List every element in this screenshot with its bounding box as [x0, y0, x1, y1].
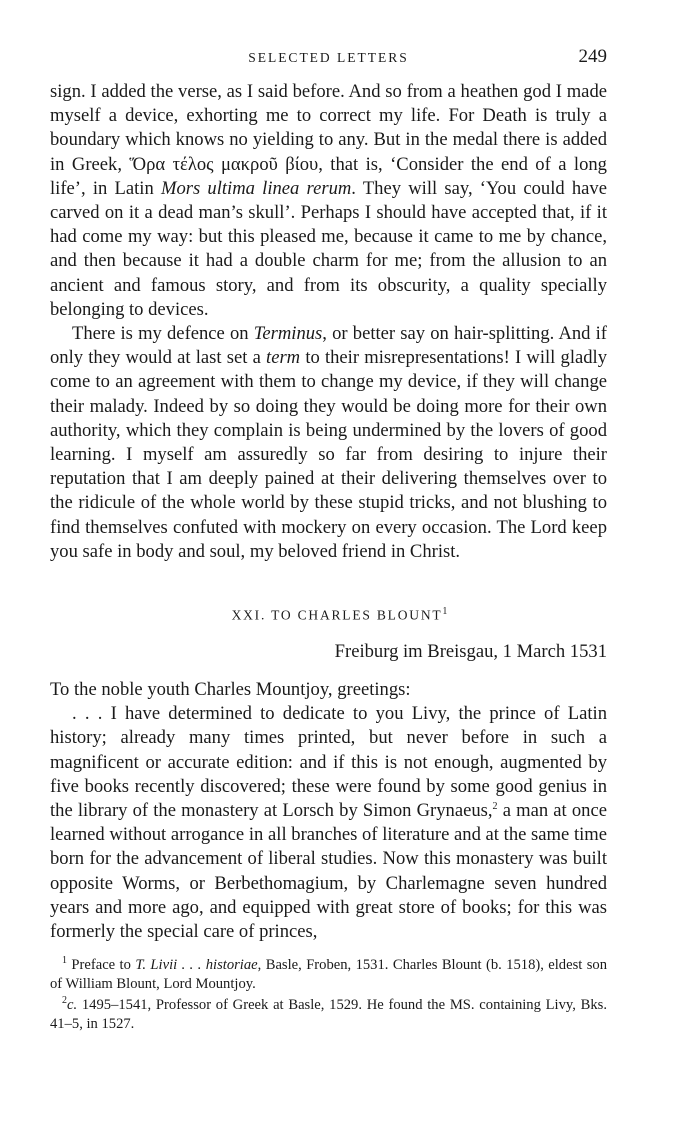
running-head — [50, 48, 607, 70]
terminus-word: Terminus — [253, 323, 323, 345]
letter-dateline: Freiburg im Breisgau, 1 March 1531 — [334, 640, 607, 662]
letter-salutation: To the noble youth Charles Mountjoy, greetings: — [50, 678, 411, 700]
running-title: SELECTED LETTERS — [248, 50, 409, 65]
footnote-ref-2: 2 — [492, 800, 498, 812]
greek-motto: Ὅρα τέλος μακροῦ βίου — [129, 153, 319, 175]
paragraph-livy: . . . I have determined to dedicate to you Livy, the prince of Latin history; already many times printed, but never before in such a magnificent or accurate edition: and if this is not enough, augmented by five books recently discovered; these were found by some good genius in the library of the monastery at Lorsch by Simon Grynaeus,$^2$ a man at once learned without arrogance in all branches of literature and at the same time born for the advancement of liberal studies. Now this monastery was built opposite Worms, or Berbethomagium, by Charlemagne seven hundred years and more ago, and equipped with great store of books; for this was formerly the special care of princes, — [50, 703, 607, 942]
paragraph-device: sign. I added the verse, as I said before. And so from a heathen god I made myself a device, exhorting me to correct my life. For Death is truly a boundary which knows no yielding to any. But in the medal there is added in Greek, Ὅρα τέλος μακροῦ βίου, that is, ‘Consider the end of a long life’, in Latin Mors ultima linea rerum. They will say, ‘You could have carved on it a dead man’s skull’. Perhaps I should have accepted that, if it had come my way: but this pleased me, because it came to me by chance, and then because it had a double charm for me; from the allusion to an ancient and famous story, and from its obscurity, a quality specially belonging to devices. — [50, 81, 607, 320]
term-word: term — [266, 347, 301, 369]
footnote-ref-1: 1 — [442, 606, 448, 618]
letter-heading: XXI. TO CHARLES BLOUNT$^1$ — [231, 606, 448, 623]
body-text — [50, 80, 607, 944]
page-number: 249 — [578, 46, 607, 67]
footnotes — [50, 956, 607, 1033]
footnote-1: $^1$ Preface to T. Livii . . . historiae, Basle, Froben, 1531. Charles Blount (b. 1518), eldest son of William Blount, Lord Mountjoy. — [50, 955, 608, 992]
footnote-2: $^2$c. 1495–1541, Professor of Greek at Basle, 1529. He found the MS. containing Livy, Bks. 41–5, in 1527. — [50, 995, 607, 1032]
latin-motto: Mors ultima linea rerum — [160, 177, 352, 199]
paragraph-defence: There is my defence on Terminus, or better say on hair-splitting. And if only they would at last set a term to their misrepresentations! I will gladly come to an agreement with them to change my device, if they will change their malady. Indeed by so doing they would be doing more for their own authority, which they complain is being undermined by the lovers of good learning. I myself am assuredly so far from desiring to injure their reputation that I am deeply pained at their delivering themselves over to the ridicule of the whole world by these stupid tricks, and not blushing to find themselves confuted with mockery on every occasion. The Lord keep you safe in body and soul, my beloved friend in Christ. — [50, 323, 607, 562]
